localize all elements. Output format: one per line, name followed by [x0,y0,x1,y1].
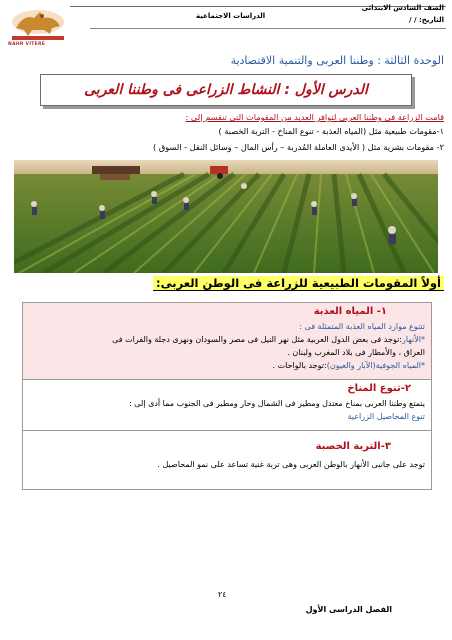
groundwater-label: *المياه الجوفية(الآبار والعيون) [326,361,425,370]
natural-factors-line: ١-مقومات طبيعية مثل (المياه العذبة - تنوع المناخ - التربة الخصبة ) [218,126,444,136]
section-heading: أولاً المقومات الطبيعية للزراعة فى الوطن العربى: [153,276,444,291]
factors-table [22,302,432,490]
soil-text: توجد على جانبى الأنهار بالوطن العربى وهى تربة غنية تساعد على نمو المحاصيل . [157,460,425,469]
header-subject: الدراسات الاجتماعية [196,12,266,20]
climate-result: تنوع المحاصيل الزراعية [347,412,425,421]
header-grade: الصف السادس الابتدائى [361,4,444,12]
groundwater-text: :توجد بالواحات . [272,361,327,370]
rivers-label: *الأنهار [402,335,425,344]
footer-term: الفصل الدراسى الأول [305,605,392,614]
lesson-title: الدرس الأول : النشاط الزراعى فى وطننا العربى [84,82,368,98]
rivers-text: :توجد فى بعض الدول العربية مثل نهر النيل فى مصر والسودان ونهرى دجلة والفرات فى [112,335,402,344]
row-title: ٣-التربة الخصبة [315,441,391,452]
row-title: ١- المياه العذبة [313,306,387,317]
rivers-line [112,335,425,344]
table-row [23,380,431,431]
climate-text: يتمتع وطننا العربى بمناخ معتدل ومطير فى الشمال وحار ومطير فى الجنوب مما أدى إلى : [128,399,425,408]
header-rule [90,28,446,29]
row-title: ٢-تنوع المناخ [347,383,411,394]
logo-caption: NAHR VITERE [8,42,46,47]
rivers-line-2: العراق ، والأمطار فى بلاد المغرب ولبنان . [287,348,425,357]
row-intro: تتنوع موارد المياه العذبة المتمثلة فى : [299,322,425,331]
intro-text: قامت الزراعة فى وطننا العربى لتوافر العديد من المقومات التى تنقسم إلى : [185,112,444,122]
school-logo [6,6,70,46]
farm-photo [14,160,438,273]
page-number: ٢٤ [218,590,227,599]
table-row [23,303,431,380]
header-date: التاريخ: / / [408,16,444,24]
groundwater-line [273,361,425,370]
human-factors-line: ٢- مقومات بشرية مثل ( الأيدى العاملة المُدربة – رأس المال – وسائل النقل - السوق ) [153,142,444,152]
table-row [23,431,431,489]
lesson-title-box [40,74,412,106]
unit-title: الوحدة الثالثة : وطننا العربى والتنمية الاقتصادية [230,54,444,67]
